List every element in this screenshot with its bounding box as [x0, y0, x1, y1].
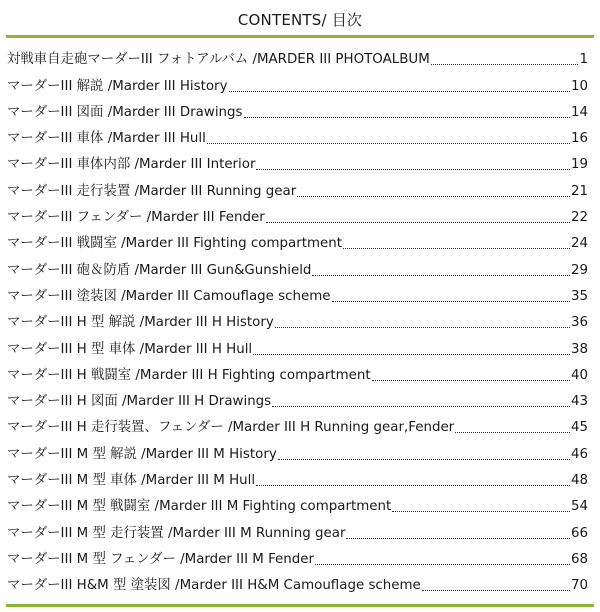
- toc-entry: [7, 174, 588, 200]
- dot-leader: [266, 221, 570, 223]
- dot-leader: [372, 379, 570, 381]
- toc-entry-title: マーダーIII H 型 解説 /Marder III H History: [7, 315, 274, 331]
- dot-leader: [207, 142, 570, 144]
- toc-entry: [7, 437, 588, 463]
- dot-leader: [392, 510, 570, 512]
- dot-leader: [312, 274, 570, 276]
- toc-entry-title: マーダーIII 車体内部 /Marder III Interior: [7, 157, 256, 173]
- dot-leader: [244, 116, 570, 118]
- toc-entry-title: マーダーIII M 型 フェンダー /Marder III M Fender: [7, 551, 315, 567]
- dot-leader: [332, 300, 570, 302]
- toc-entry-page-number: 38: [570, 341, 588, 357]
- toc-entry-page-number: 24: [570, 236, 588, 252]
- toc-entry-page-number: 68: [570, 551, 588, 567]
- toc-entry: [7, 43, 588, 69]
- page-title: CONTENTS/ 目次: [237, 11, 363, 29]
- toc-entry: [7, 201, 588, 227]
- toc-entry-title: マーダーIII M 型 戦闘室 /Marder III M Fighting compartment: [7, 499, 392, 515]
- toc-entry: [7, 411, 588, 437]
- dot-leader: [275, 326, 570, 328]
- toc-entry-title: マーダーIII H 戦闘室 /Marder III H Fighting compartment: [7, 367, 371, 383]
- dot-leader: [343, 247, 570, 249]
- toc-entry-page-number: 40: [570, 367, 588, 383]
- toc-entry-title: マーダーIII M 型 解説 /Marder III M History: [7, 446, 277, 462]
- toc-entry: [7, 464, 588, 490]
- toc-entry: [7, 359, 588, 385]
- toc-entry-page-number: 66: [570, 525, 588, 541]
- dot-leader: [455, 431, 570, 433]
- dot-leader: [422, 589, 570, 591]
- toc-entry-page-number: 16: [570, 131, 588, 147]
- toc-entry: [7, 543, 588, 569]
- toc-entry-title: マーダーIII 走行装置 /Marder III Running gear: [7, 183, 297, 199]
- dot-leader: [315, 563, 570, 565]
- toc-entry-title: マーダーIII H 型 車体 /Marder III H Hull: [7, 341, 253, 357]
- toc-entry-page-number: 54: [570, 499, 588, 515]
- dot-leader: [278, 458, 570, 460]
- toc-entry-title: マーダーIII M 型 走行装置 /Marder III M Running gear: [7, 525, 346, 541]
- table-of-contents: [7, 43, 588, 595]
- toc-entry-page-number: 70: [570, 578, 588, 594]
- toc-entry-page-number: 1: [579, 52, 588, 68]
- dot-leader: [431, 63, 579, 65]
- toc-entry: [7, 280, 588, 306]
- toc-entry: [7, 516, 588, 542]
- toc-entry-title: マーダーIII フェンダー /Marder III Fender: [7, 210, 265, 226]
- dot-leader: [346, 537, 569, 539]
- toc-entry-page-number: 14: [570, 104, 588, 120]
- toc-entry: [7, 253, 588, 279]
- toc-entry-page-number: 48: [570, 473, 588, 489]
- toc-entry: [7, 569, 588, 595]
- toc-entry-title: 対戦車自走砲マーダーIII フォトアルバム /MARDER III PHOTOALBUM: [7, 52, 430, 68]
- toc-entry-title: マーダーIII 車体 /Marder III Hull: [7, 131, 206, 147]
- toc-entry-page-number: 35: [570, 288, 588, 304]
- toc-entry-title: マーダーIII 塗装図 /Marder III Camouflage scheme: [7, 288, 331, 304]
- dot-leader: [256, 168, 569, 170]
- dot-leader: [256, 484, 570, 486]
- toc-entry-page-number: 10: [570, 78, 588, 94]
- dot-leader: [253, 353, 570, 355]
- toc-entry: [7, 385, 588, 411]
- toc-entry: [7, 227, 588, 253]
- toc-entry: [7, 490, 588, 516]
- toc-entry-title: マーダーIII 図面 /Marder III Drawings: [7, 104, 243, 120]
- toc-entry: [7, 148, 588, 174]
- toc-entry-page-number: 21: [570, 183, 588, 199]
- footer-rule: [6, 604, 594, 607]
- toc-entry-title: マーダーIII H&M 型 塗装図 /Marder III H&M Camouflage scheme: [7, 578, 421, 594]
- toc-entry: [7, 306, 588, 332]
- toc-entry-page-number: 29: [570, 262, 588, 278]
- toc-entry-page-number: 22: [570, 210, 588, 226]
- dot-leader: [229, 90, 570, 92]
- toc-entry-page-number: 45: [570, 420, 588, 436]
- toc-entry: [7, 332, 588, 358]
- toc-entry: [7, 122, 588, 148]
- toc-entry-title: マーダーIII 解説 /Marder III History: [7, 78, 228, 94]
- toc-entry-title: マーダーIII M 型 車体 /Marder III M Hull: [7, 473, 256, 489]
- toc-entry-title: マーダーIII 砲＆防盾 /Marder III Gun&Gunshield: [7, 262, 312, 278]
- toc-entry: [7, 69, 588, 95]
- toc-entry-title: マーダーIII H 図面 /Marder III H Drawings: [7, 394, 272, 410]
- dot-leader: [297, 195, 570, 197]
- header-rule: [6, 35, 594, 38]
- toc-entry-page-number: 43: [570, 394, 588, 410]
- toc-entry-title: マーダーIII H 走行装置、フェンダー /Marder III H Running gear,Fender: [7, 420, 455, 436]
- toc-entry-title: マーダーIII 戦闘室 /Marder III Fighting compartment: [7, 236, 342, 252]
- toc-entry-page-number: 19: [570, 157, 588, 173]
- toc-entry-page-number: 46: [570, 446, 588, 462]
- dot-leader: [272, 405, 570, 407]
- toc-entry-page-number: 36: [570, 315, 588, 331]
- toc-entry: [7, 96, 588, 122]
